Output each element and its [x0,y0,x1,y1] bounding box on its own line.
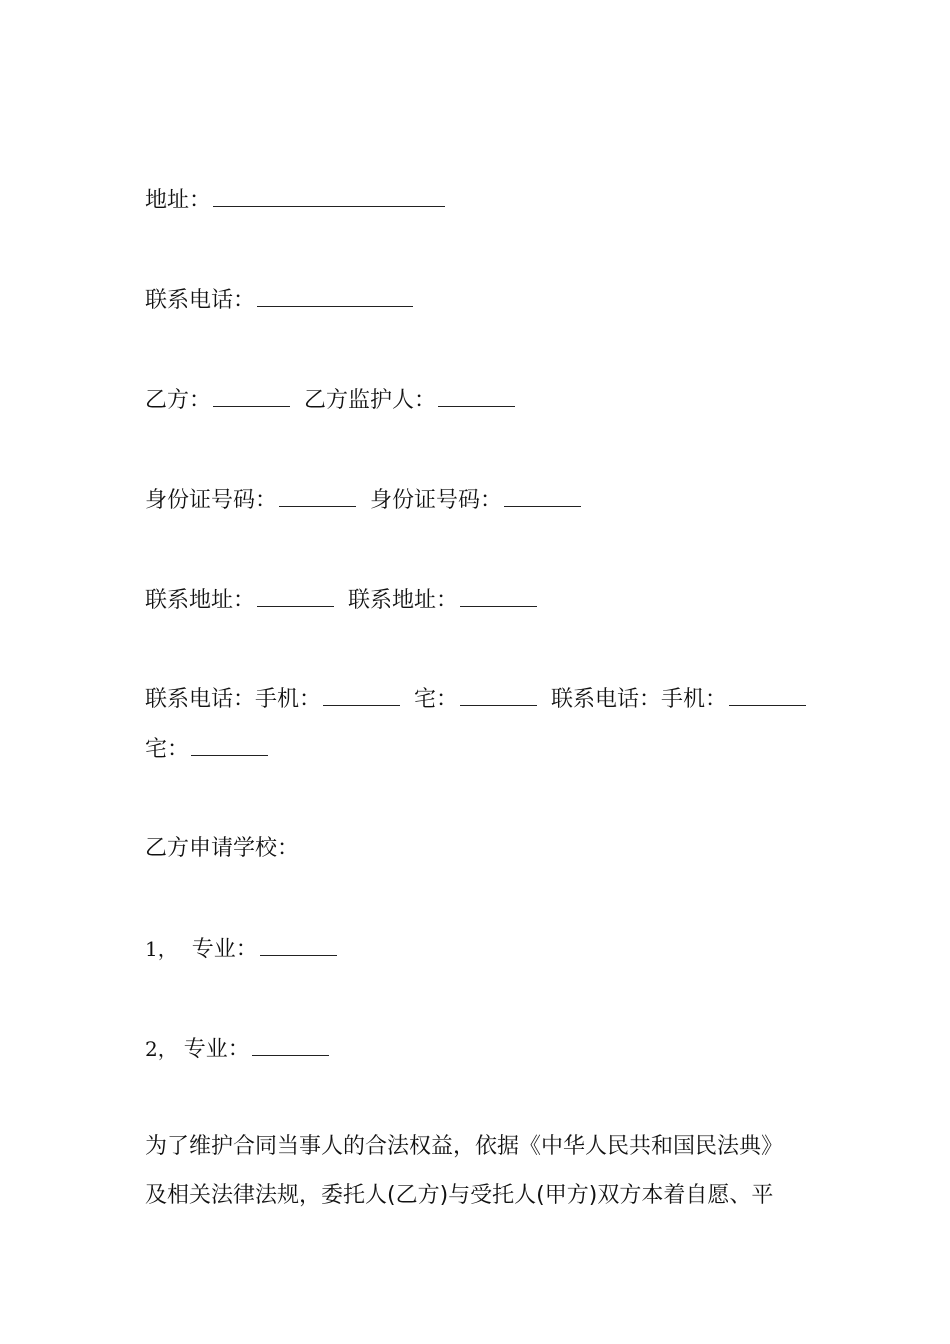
paragraph-line: 及相关法律法规，委托人(乙方)与受托人(甲方)双方本着自愿、平 [145,1183,774,1208]
phone-row [145,286,419,316]
phone-blank[interactable] [257,286,413,307]
contact-address-row [145,586,543,616]
home-blank-1[interactable] [460,685,537,706]
school-heading [145,834,299,864]
phone-label: 联系电话： [145,288,256,313]
home-row-2 [145,735,274,765]
home-label-2: 宅： [145,737,190,762]
school-item-1 [145,934,343,965]
school-item-number: 1， [145,937,178,961]
major-blank-2[interactable] [252,1035,329,1056]
school-heading-label: 乙方申请学校： [145,836,300,861]
home-blank-2[interactable] [191,735,268,756]
address-label: 地址： [145,188,212,213]
mobile-blank-1[interactable] [323,685,400,706]
id-number-label-1: 身份证号码： [145,488,278,513]
contact-address-blank-2[interactable] [460,586,537,607]
major-blank-1[interactable] [260,935,337,956]
major-label: 专业： [191,937,258,962]
home-label-1: 宅： [414,687,459,712]
id-number-label-2: 身份证号码： [370,488,503,513]
school-item-2 [145,1034,335,1065]
major-label: 专业： [183,1037,250,1062]
contact-address-blank-1[interactable] [257,586,334,607]
id-number-blank-2[interactable] [504,486,581,507]
paragraph-line: 为了维护合同当事人的合法权益，依据《中华人民共和国民法典》 [145,1134,784,1159]
id-number-row [145,486,587,516]
contact-address-label-2: 联系地址： [348,588,459,613]
party-b-label: 乙方： [145,388,212,413]
contact-phone-mobile-label-2: 联系电话：手机： [551,687,728,712]
party-b-guardian-label: 乙方监护人： [304,388,437,413]
contact-phone-row [145,685,812,715]
party-b-guardian-blank[interactable] [438,386,515,407]
address-blank[interactable] [213,186,445,207]
intro-paragraph [145,1122,810,1220]
contact-address-label-1: 联系地址： [145,588,256,613]
school-item-number: 2， [145,1037,178,1061]
mobile-blank-2[interactable] [729,685,806,706]
party-b-row [145,386,521,416]
contact-phone-mobile-label-1: 联系电话：手机： [145,687,322,712]
party-b-blank[interactable] [213,386,290,407]
id-number-blank-1[interactable] [279,486,356,507]
address-row [145,186,451,216]
